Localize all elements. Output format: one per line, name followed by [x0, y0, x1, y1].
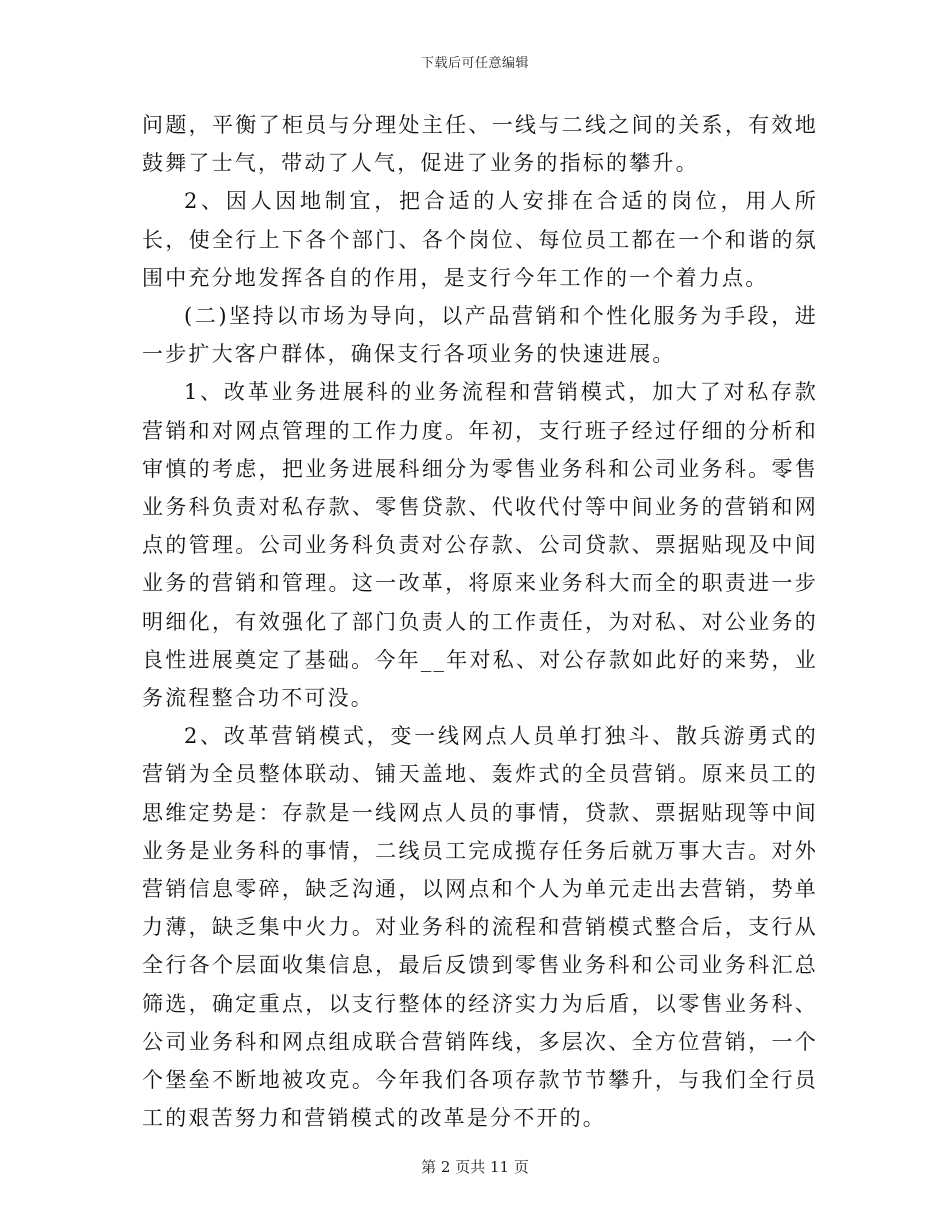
page-footer: 第 2 页共 11 页: [421, 1158, 529, 1176]
paragraph-continuation: 问题，平衡了柜员与分理处主任、一线与二线之间的关系，有效地鼓舞了士气，带动了人气，促进了业务的指标的攀升。: [142, 113, 818, 176]
paragraph-item-2-marketing: 2、改革营销模式，变一线网点人员单打独斗、散兵游勇式的营销为全员整体联动、铺天盖地、轰炸式的全员营销。原来员工的思维定势是：存款是一线网点人员的事情，贷款、票据贴现等中间业务是业务科的事情，二线员工完成揽存任务后就万事大吉。对外营销信息零碎，缺乏沟通，以网点和个人为单元走出去营销，势单力薄，缺乏集中火力。对业务科的流程和营销模式整合后，支行从全行各个层面收集信息，最后反馈到零售业务科和公司业务科汇总筛选，确定重点，以支行整体的经济实力为后盾，以零售业务科、公司业务科和网点组成联合营销阵线，多层次、全方位营销，一个个堡垒不断地被攻克。今年我们各项存款节节攀升，与我们全行员工的艰苦努力和营销模式的改革是分不开的。: [142, 724, 818, 1131]
page-header: 下载后可任意编辑: [420, 56, 529, 71]
paragraph-item-1-reform: 1、改革业务进展科的业务流程和营销模式，加大了对私存款营销和对网点管理的工作力度。年初，支行班子经过仔细的分析和审慎的考虑，把业务进展科细分为零售业务科和公司业务科。零售业务科负责对私存款、零售贷款、代收代付等中间业务的营销和网点的管理。公司业务科负责对公存款、公司贷款、票据贴现及中间业务的营销和管理。这一改革，将原来业务科大而全的职责进一步明细化，有效强化了部门负责人的工作责任，为对私、对公业务的良性进展奠定了基础。今年__年对私、对公存款如此好的来势，业务流程整合功不可没。: [142, 380, 818, 711]
paragraph-item-2-placement: 2、因人因地制宜，把合适的人安排在合适的岗位，用人所长，使全行上下各个部门、各个岗位、每位员工都在一个和谐的氛围中充分地发挥各自的作用，是支行今年工作的一个着力点。: [142, 189, 818, 290]
paragraph-section-two-heading: (二)坚持以市场为导向，以产品营销和个性化服务为手段，进一步扩大客户群体，确保支行各项业务的快速进展。: [142, 304, 818, 367]
document-body: [142, 106, 818, 1137]
